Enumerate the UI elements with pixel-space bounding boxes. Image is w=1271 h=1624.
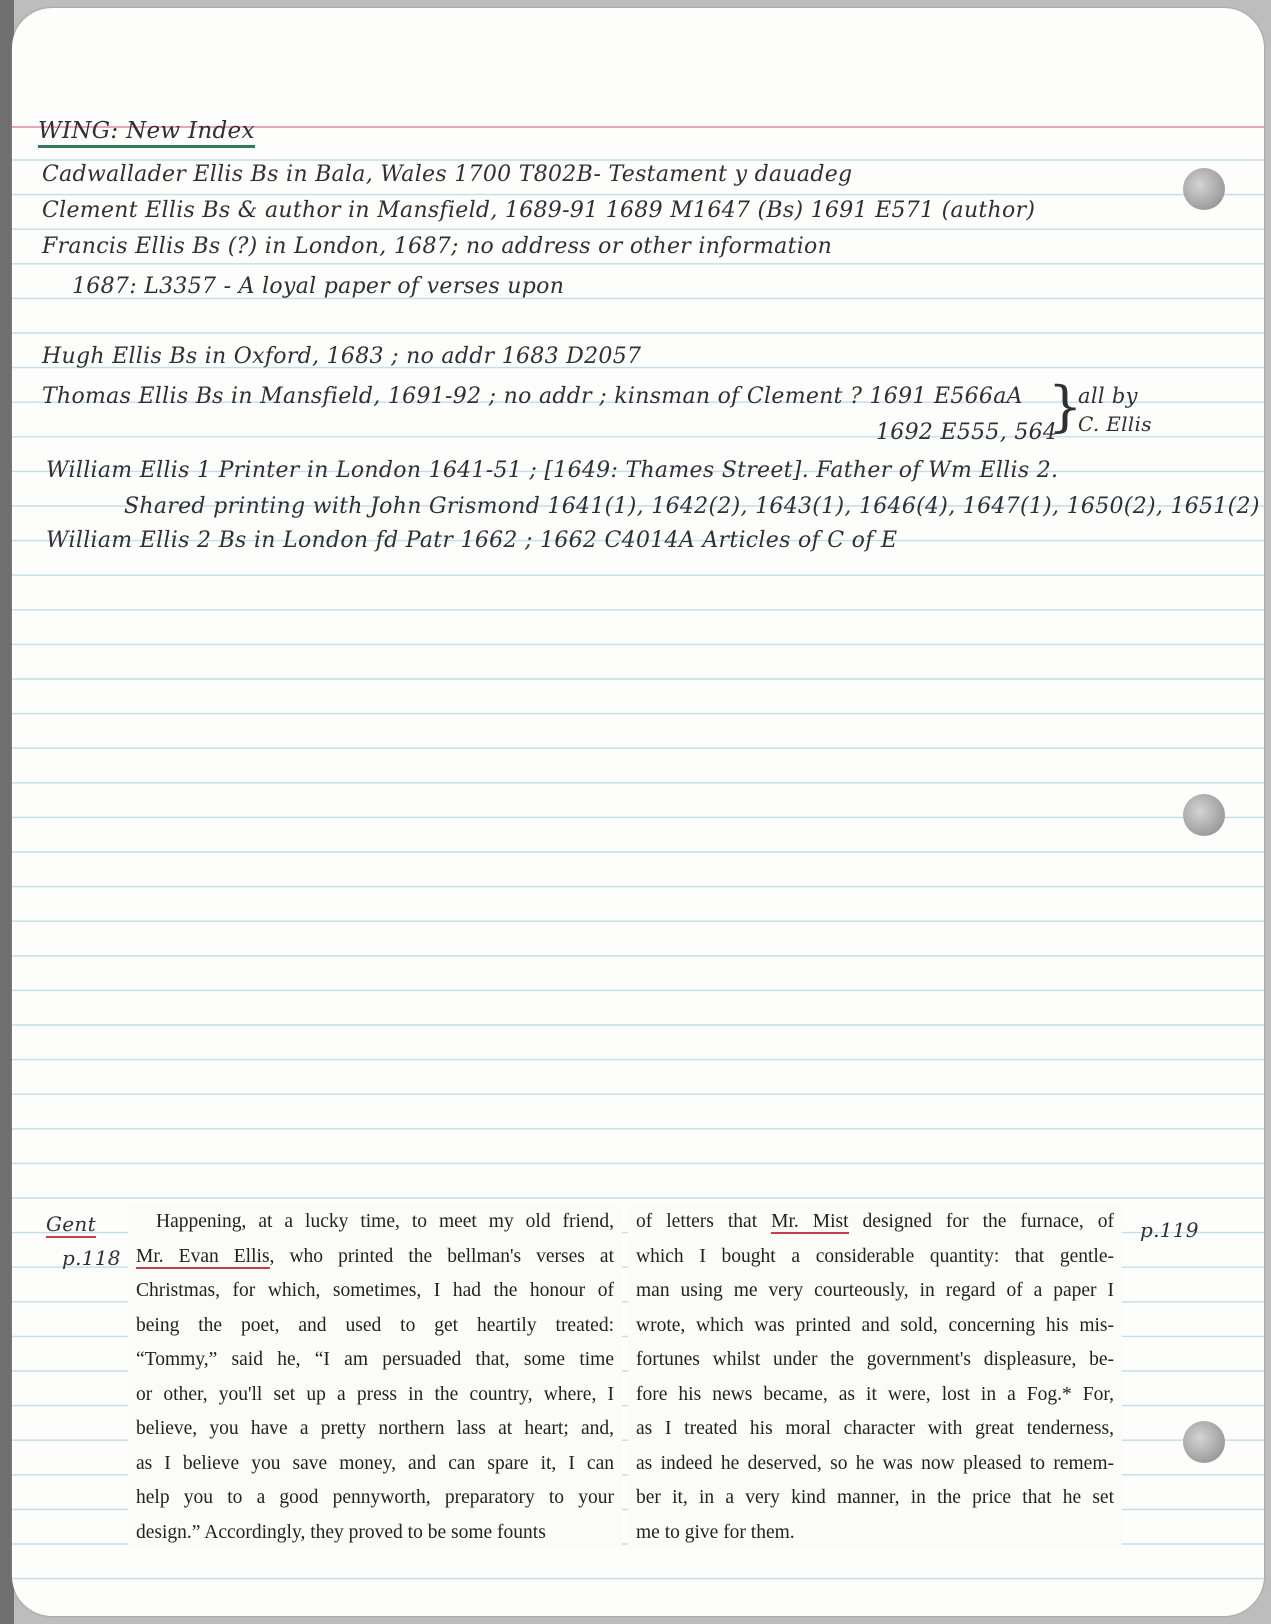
excerpt-line: ber it, in a very kind manner, in the price that he set — [636, 1487, 1114, 1508]
underlined-name: Mr. Evan Ellis — [136, 1245, 270, 1267]
note-line-thomas-1692: 1692 E555, 564 — [876, 420, 1058, 445]
page-ref-right: p.119 — [1140, 1218, 1199, 1242]
excerpt-line: help you to a good pennyworth, preparatory to your — [136, 1487, 614, 1508]
excerpt-line: being the poet, and used to get heartily treated: — [136, 1314, 614, 1336]
brace-note-c-ellis: C. Ellis — [1078, 412, 1152, 436]
note-line-william-2: William Ellis 2 Bs in London fd Patr 1662 ; 1662 C4014A Articles of C of E — [46, 528, 898, 553]
underlined-name: Mr. Mist — [771, 1211, 849, 1232]
notes-title-text: WING: New Index — [38, 118, 255, 148]
excerpt-line: fortunes whilst under the government's displeasure, be- — [636, 1349, 1114, 1370]
excerpt-left-column — [128, 1205, 622, 1549]
note-line-william-1: William Ellis 1 Printer in London 1641-51 ; [1649: Thames Street]. Father of Wm Ellis 2. — [46, 458, 1059, 483]
excerpt-line: Christmas, for which, sometimes, I had the honour of — [136, 1280, 614, 1301]
excerpt-line: fore his news became, as it were, lost in a Fog.* For, — [636, 1383, 1114, 1405]
brace-note-all-by: all by — [1078, 384, 1138, 408]
brace-mark: } — [1048, 375, 1083, 438]
note-line-thomas: Thomas Ellis Bs in Mansfield, 1691-92 ; no addr ; kinsman of Clement ? 1691 E566aA — [42, 384, 1023, 409]
excerpt-line: wrote, which was printed and sold, concerning his mis- — [636, 1314, 1114, 1336]
excerpt-line: or other, you'll set up a press in the country, where, I — [136, 1383, 614, 1405]
punch-hole-bottom — [1183, 1421, 1225, 1463]
note-line-francis: Francis Ellis Bs (?) in London, 1687; no address or other information — [42, 234, 833, 259]
notebook-page — [12, 8, 1264, 1616]
excerpt-line: Mr. Evan Ellis, who printed the bellman's verses at — [136, 1245, 614, 1267]
source-label-gent: Gent — [46, 1212, 96, 1236]
page-ref-left: p.118 — [62, 1246, 121, 1270]
excerpt-line: design.” Accordingly, they proved to be some founts — [136, 1521, 546, 1543]
note-line-grismond: Shared printing with John Grismond 1641(1), 1642(2), 1643(1), 1646(4), 1647(1), 1650(2), 1651(2) — [124, 494, 1260, 519]
excerpt-line: which I bought a considerable quantity: that gentle- — [636, 1245, 1114, 1267]
excerpt-line: as indeed he deserved, so he was now pleased to remem- — [636, 1452, 1114, 1474]
note-line-clement: Clement Ellis Bs & author in Mansfield, 1689-91 1689 M1647 (Bs) 1691 E571 (author) — [42, 198, 1036, 223]
excerpt-line: me to give for them. — [636, 1521, 795, 1543]
excerpt-line: “Tommy,” said he, “I am persuaded that, some time — [136, 1349, 614, 1370]
excerpt-line: as I treated his moral character with great tenderness, — [636, 1418, 1114, 1439]
notes-title — [38, 118, 255, 144]
excerpt-right-column — [628, 1205, 1122, 1549]
punch-hole-middle — [1183, 794, 1225, 836]
excerpt-line: man using me very courteously, in regard of a paper I — [636, 1280, 1114, 1301]
excerpt-line: believe, you have a pretty northern lass at heart; and, — [136, 1418, 614, 1439]
note-line-cadwallader: Cadwallader Ellis Bs in Bala, Wales 1700 T802B- Testament y dauadeg — [42, 162, 853, 187]
note-line-francis-wing: 1687: L3357 - A loyal paper of verses upon — [72, 274, 565, 299]
punch-hole-top — [1183, 168, 1225, 210]
excerpt-line: Happening, at a lucky time, to meet my old friend, — [156, 1211, 614, 1232]
excerpt-line: of letters that Mr. Mist designed for the furnace, of — [636, 1211, 1114, 1232]
excerpt-line: as I believe you save money, and can spare it, I can — [136, 1452, 614, 1474]
note-line-hugh: Hugh Ellis Bs in Oxford, 1683 ; no addr 1683 D2057 — [42, 344, 642, 369]
